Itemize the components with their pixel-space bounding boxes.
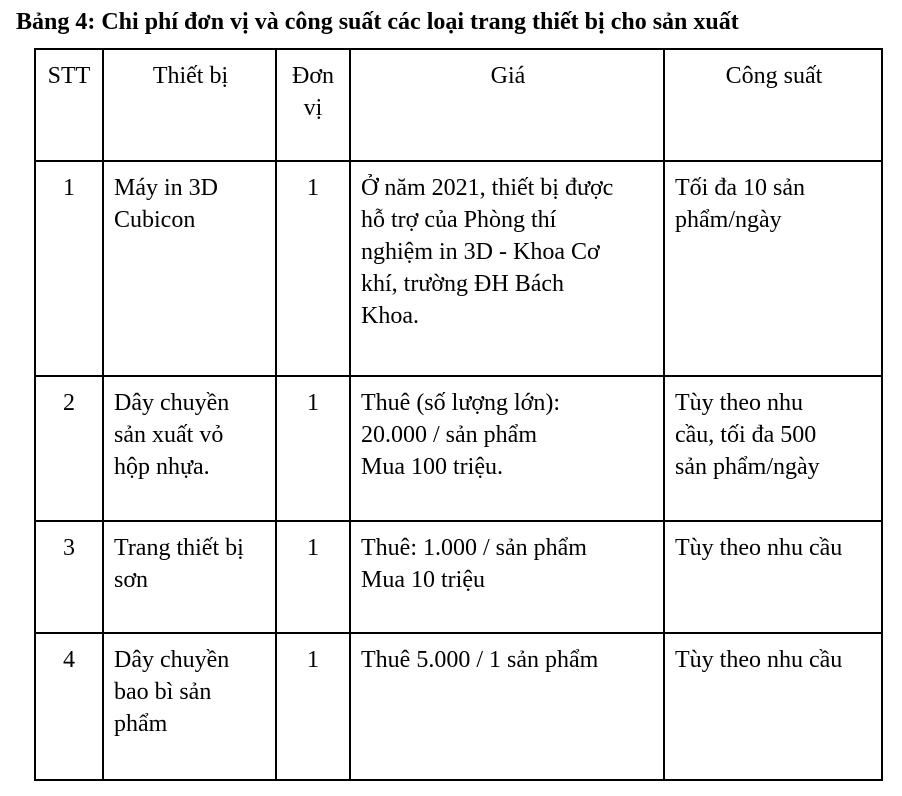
capacity-line: phẩm/ngày xyxy=(675,207,782,233)
unit-value: 1 xyxy=(307,647,319,673)
cell-device xyxy=(103,161,276,376)
header-price-label: Giá xyxy=(490,63,526,89)
header-capacity-label: Công suất xyxy=(725,63,823,89)
header-stt-label: STT xyxy=(47,63,91,89)
cell-unit xyxy=(276,161,350,376)
device-line: phẩm xyxy=(114,711,168,737)
cell-unit xyxy=(276,633,350,780)
cell-device xyxy=(103,376,276,521)
cell-unit xyxy=(276,521,350,633)
header-row xyxy=(35,49,882,161)
capacity-line: cầu, tối đa 500 xyxy=(675,422,817,448)
capacity-line: sản phẩm/ngày xyxy=(675,454,820,480)
capacity-line: Tùy theo nhu xyxy=(675,390,803,416)
price-line: nghiệm in 3D - Khoa Cơ xyxy=(361,239,600,265)
header-device-label: Thiết bị xyxy=(152,63,229,89)
price-line: khí, trường ĐH Bách xyxy=(361,271,565,297)
price-line: 20.000 / sản phẩm xyxy=(361,422,537,448)
device-line: sản xuất vỏ xyxy=(114,422,224,448)
table-row xyxy=(35,161,882,376)
unit-value: 1 xyxy=(307,390,319,416)
cell-stt xyxy=(35,521,103,633)
device-line: Dây chuyền xyxy=(114,647,230,673)
price-line: Thuê 5.000 / 1 sản phẩm xyxy=(361,647,599,673)
cell-price xyxy=(350,521,664,633)
unit-value: 1 xyxy=(307,175,319,201)
price-line: Mua 100 triệu. xyxy=(361,454,503,480)
stt-value: 2 xyxy=(63,390,75,416)
device-line: hộp nhựa. xyxy=(114,454,210,480)
header-unit-line-2: vị xyxy=(303,95,323,121)
stt-value: 3 xyxy=(63,535,75,561)
price-line: Thuê (số lượng lớn): xyxy=(361,390,561,416)
capacity-line: Tùy theo nhu cầu xyxy=(675,535,843,561)
header-capacity xyxy=(664,49,882,161)
price-line: Thuê: 1.000 / sản phẩm xyxy=(361,535,587,561)
price-line: Mua 10 triệu xyxy=(361,567,485,593)
stt-value: 4 xyxy=(63,647,75,673)
device-line: Trang thiết bị xyxy=(114,535,244,561)
header-unit-line-1: Đơn xyxy=(291,63,335,89)
device-line: Dây chuyền xyxy=(114,390,230,416)
table-caption: Bảng 4: Chi phí đơn vị và công suất các loại trang thiết bị cho sản xuất xyxy=(16,9,739,35)
stt-value: 1 xyxy=(63,175,75,201)
cell-capacity xyxy=(664,376,882,521)
unit-value: 1 xyxy=(307,535,319,561)
price-line: hỗ trợ của Phòng thí xyxy=(361,207,557,233)
header-stt xyxy=(35,49,103,161)
price-line: Ở năm 2021, thiết bị được xyxy=(361,175,614,201)
cell-price xyxy=(350,633,664,780)
cell-stt xyxy=(35,633,103,780)
device-line: Cubicon xyxy=(114,207,196,233)
cell-price xyxy=(350,376,664,521)
price-line: Khoa. xyxy=(361,303,419,329)
equipment-cost-table xyxy=(34,48,883,781)
table-row xyxy=(35,376,882,521)
capacity-line: Tùy theo nhu cầu xyxy=(675,647,843,673)
cell-capacity xyxy=(664,161,882,376)
table-row xyxy=(35,521,882,633)
header-price xyxy=(350,49,664,161)
header-unit xyxy=(276,49,350,161)
cell-capacity xyxy=(664,521,882,633)
cell-device xyxy=(103,521,276,633)
header-device xyxy=(103,49,276,161)
capacity-line: Tối đa 10 sản xyxy=(675,175,805,201)
table-row xyxy=(35,633,882,780)
cell-price xyxy=(350,161,664,376)
cell-device xyxy=(103,633,276,780)
cell-unit xyxy=(276,376,350,521)
cell-capacity xyxy=(664,633,882,780)
device-line: Máy in 3D xyxy=(114,175,218,201)
device-line: bao bì sản xyxy=(114,679,212,705)
cell-stt xyxy=(35,376,103,521)
device-line: sơn xyxy=(114,567,149,593)
cell-stt xyxy=(35,161,103,376)
